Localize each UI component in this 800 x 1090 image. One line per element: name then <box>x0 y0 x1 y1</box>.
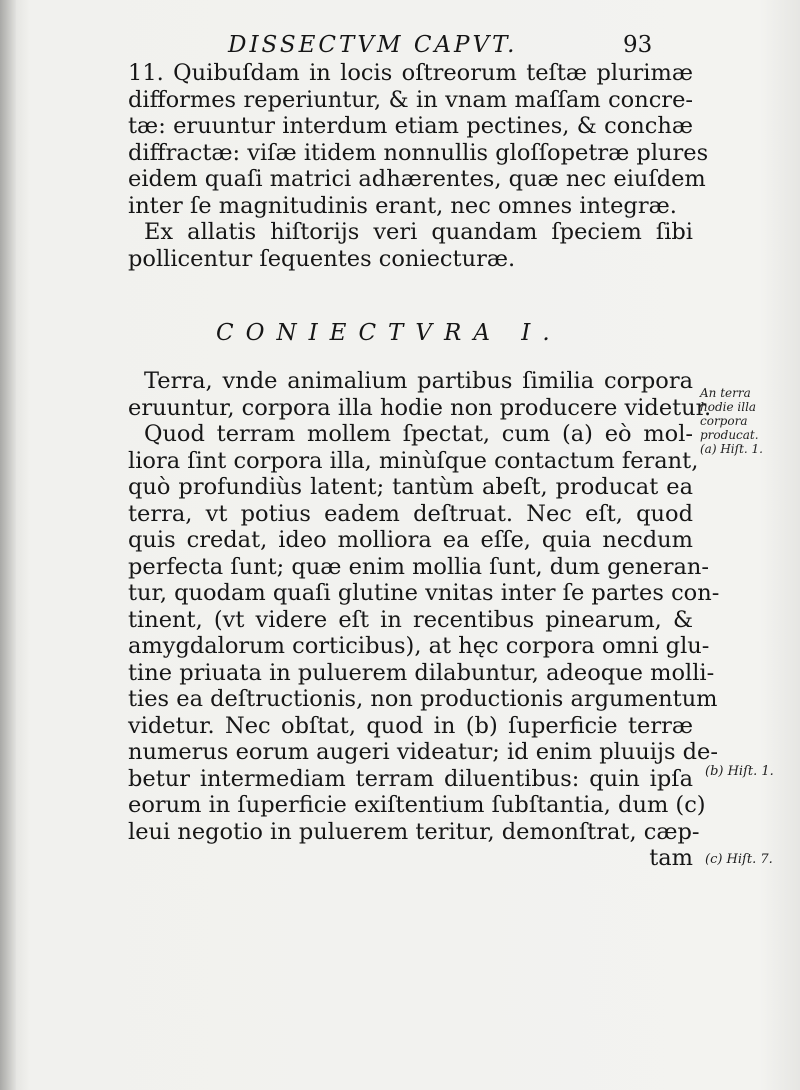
text-line: difformes reperiuntur, & in vnam maſſam concre- <box>128 86 693 113</box>
margin-line: corpora <box>700 414 748 428</box>
catchword: tam <box>649 845 693 871</box>
running-title: DISSECTVM CAPVT. <box>228 32 518 58</box>
text-line: tæ: eruuntur interdum etiam pectines, & conchæ <box>128 113 693 139</box>
text-line: eorum in ſuperficie exiſtentium ſubſtantia, dum (c) <box>128 792 706 818</box>
page-gutter-shadow <box>0 0 16 1090</box>
text-line: Ex allatis hiſtorijs veri quandam ſpeciem ſibi <box>144 219 693 245</box>
page-number: 93 <box>623 32 653 58</box>
paragraph-ex-allatis <box>128 219 693 272</box>
text-line: Terra, vnde animalium partibus ſimilia corpora <box>144 368 693 394</box>
text-line: numerus eorum augeri videatur; id enim pluuijs de- <box>128 739 718 765</box>
marginal-note-an-terra <box>700 386 763 456</box>
text-line: quis credat, ideo molliora ea eſſe, quia necdum <box>128 527 693 553</box>
margin-line: hodie illa <box>700 400 757 414</box>
margin-line: An terra <box>700 386 751 400</box>
page-header <box>0 32 800 62</box>
text-line: ties ea deſtructionis, non productionis argumentum <box>128 686 718 712</box>
text-line: terra, vt potius eadem deſtruat. Nec eſt, quod <box>128 500 693 527</box>
text-line: inter ſe magnitudinis erant, nec omnes integræ. <box>128 192 677 219</box>
text-line: videtur. Nec obſtat, quod in (b) ſuperficie terræ <box>128 712 693 739</box>
section-heading: CONIECTVRA I. <box>216 320 562 346</box>
text-line: 11. Quibuſdam in locis oſtreorum teſtæ plurimæ <box>128 60 693 86</box>
text-line: diffractæ: viſæ itidem nonnullis gloſſopetræ plures <box>128 139 709 166</box>
text-line: perfecta ſunt; quæ enim mollia ſunt, dum generan- <box>128 553 709 580</box>
paragraph-11 <box>128 60 709 219</box>
text-line: tine priuata in puluerem dilabuntur, adeoque molli- <box>128 659 715 686</box>
text-line: liora ſint corpora illa, minùſque contactum ferant, <box>128 447 699 474</box>
text-line: betur intermediam terram diluentibus: quin ipſa <box>128 765 693 792</box>
margin-line: producat. <box>700 428 759 442</box>
main-text-block <box>128 60 720 872</box>
paragraph-terra <box>128 368 712 421</box>
text-line: pollicentur ſequentes coniecturæ. <box>128 245 516 272</box>
marginal-note-b: (b) Hiſt. 1. <box>705 764 774 779</box>
margin-line: (a) Hiſt. 1. <box>700 442 763 456</box>
paragraph-quod-terram <box>128 421 720 845</box>
text-line: amygdalorum corticibus), at hęc corpora omni glu- <box>128 633 710 659</box>
marginal-note-c: (c) Hiſt. 7. <box>705 852 773 867</box>
text-line: tinent, (vt videre eſt in recentibus pinearum, & <box>128 606 693 633</box>
text-line: leui negotio in puluerem teritur, demonſtrat, cæp- <box>128 818 700 845</box>
text-line: eruuntur, corpora illa hodie non producere videtur. <box>128 394 712 421</box>
text-line: quò profundiùs latent; tantùm abeſt, producat ea <box>128 474 693 500</box>
text-line: tur, quodam quaſi glutine vnitas inter ſe partes con- <box>128 580 720 606</box>
text-line: Quod terram mollem ſpectat, cum (a) eò mol- <box>144 421 693 447</box>
spacer <box>128 272 693 298</box>
text-line: eidem quaſi matrici adhærentes, quæ nec eiuſdem <box>128 166 706 192</box>
